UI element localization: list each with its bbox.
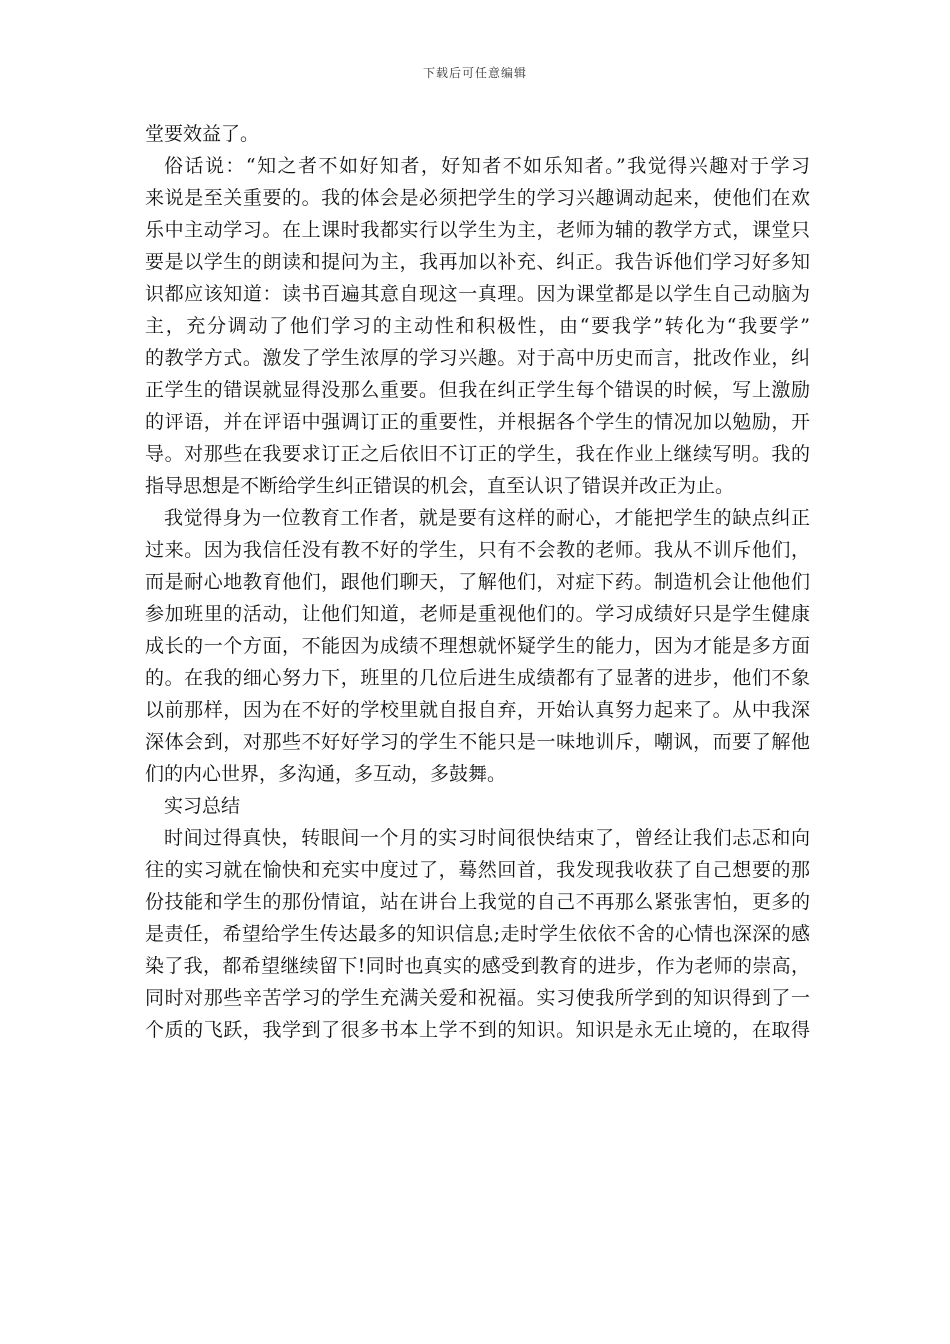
text-line: 的教学方式。激发了学生浓厚的学习兴趣。对于高中历史而言，批改作业，纠 [145,347,810,369]
text-line: 的。在我的细心努力下，班里的几位后进生成绩都有了显著的进步，他们不象 [145,667,810,689]
text-line: 主，充分调动了他们学习的主动性和积极性，由“要我学”转化为“我要学” [145,315,810,337]
text-line: 要是以学生的朗读和提问为主，我再加以补充、纠正。我告诉他们学习好多知 [145,251,810,273]
text-line: 来说是至关重要的。我的体会是必须把学生的学习兴趣调动起来，使他们在欢 [145,187,810,209]
text-line: 乐中主动学习。在上课时我都实行以学生为主，老师为辅的教学方式，课堂只 [145,219,810,241]
text-line: 而是耐心地教育他们，跟他们聊天，了解他们，对症下药。制造机会让他他们 [145,571,810,593]
text-line: 俗话说：“知之者不如好知者，好知者不如乐知者。”我觉得兴趣对于学习 [164,155,810,177]
text-line: 我觉得身为一位教育工作者，就是要有这样的耐心，才能把学生的缺点纠正 [164,507,810,529]
document-body [145,118,810,1046]
text-line: 份技能和学生的那份情谊，站在讲台上我觉的自己不再那么紧张害怕，更多的 [145,891,810,913]
text-line: 深体会到，对那些不好好学习的学生不能只是一味地训斥，嘲讽，而要了解他 [145,731,810,753]
text-line: 以前那样，因为在不好的学校里就自报自弃，开始认真努力起来了。从中我深 [145,699,810,721]
text-line: 染了我，都希望继续留下!同时也真实的感受到教育的进步，作为老师的崇高， [145,955,810,977]
page-header: 下载后可任意编辑 [422,66,527,80]
text-line: 时间过得真快，转眼间一个月的实习时间很快结束了，曾经让我们忐忑和向 [164,827,810,849]
text-line: 指导思想是不断给学生纠正错误的机会，直至认识了错误并改正为止。 [145,475,735,497]
text-line: 参加班里的活动，让他们知道，老师是重视他们的。学习成绩好只是学生健康 [145,603,810,625]
text-line: 个质的飞跃，我学到了很多书本上学不到的知识。知识是永无止境的，在取得 [145,1019,810,1041]
text-line: 导。对那些在我要求订正之后依旧不订正的学生，我在作业上继续写明。我的 [145,443,810,465]
text-line: 们的内心世界，多沟通，多互动，多鼓舞。 [145,763,507,785]
text-line: 成长的一个方面，不能因为成绩不理想就怀疑学生的能力，因为才能是多方面 [145,635,810,657]
text-line: 过来。因为我信任没有教不好的学生，只有不会教的老师。我从不训斥他们， [145,539,810,561]
text-line: 的评语，并在评语中强调订正的重要性，并根据各个学生的情况加以勉励，开 [145,411,810,433]
section-heading: 实习总结 [164,795,241,817]
text-line: 往的实习就在愉快和充实中度过了，蓦然回首，我发现我收获了自己想要的那 [145,859,810,881]
text-line: 正学生的错误就显得没那么重要。但我在纠正学生每个错误的时候，写上激励 [145,379,810,401]
text-line: 是责任，希望给学生传达最多的知识信息;走时学生依依不舍的心情也深深的感 [145,923,810,945]
text-line: 识都应该知道：读书百遍其意自现这一真理。因为课堂都是以学生自己动脑为 [145,283,810,305]
text-line: 堂要效益了。 [145,123,260,145]
text-line: 同时对那些辛苦学习的学生充满关爱和祝福。实习使我所学到的知识得到了一 [145,987,810,1009]
